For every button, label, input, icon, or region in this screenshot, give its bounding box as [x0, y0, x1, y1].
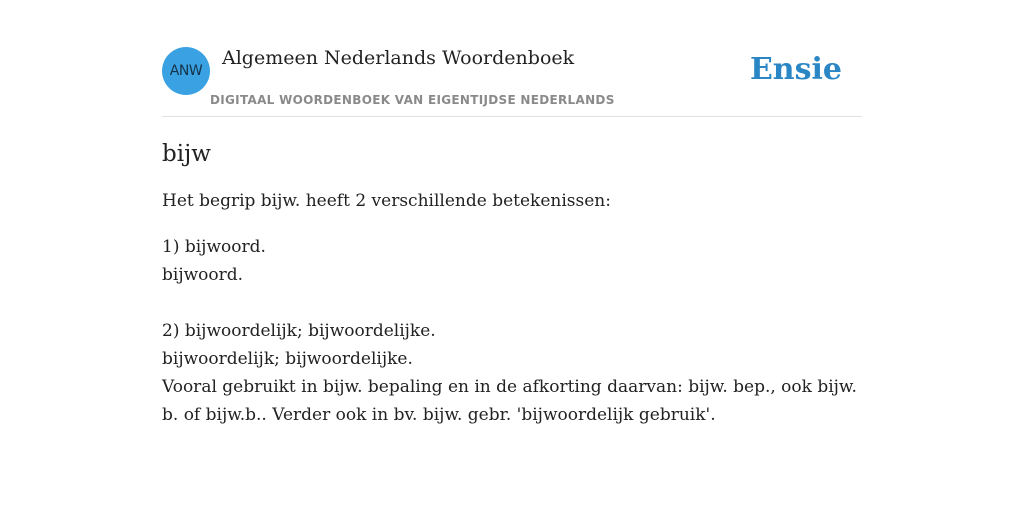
meaning-1-heading: 1) bijwoord.: [162, 237, 266, 257]
meaning-2-heading: 2) bijwoordelijk; bijwoordelijke.: [162, 321, 436, 341]
meaning-1: [162, 233, 862, 289]
meaning-spacer: [162, 289, 862, 317]
meaning-2-text: bijwoordelijk; bijwoordelijke.: [162, 349, 413, 369]
meaning-2: [162, 317, 862, 429]
entry-word: bijw: [162, 141, 211, 167]
meaning-2-usage-line-1: Vooral gebruikt in bijw. bepaling en in de afkorting daarvan: bijw. bep., ook bijw.: [162, 377, 857, 397]
dictionary-title[interactable]: Algemeen Nederlands Woordenboek: [222, 47, 575, 69]
anw-logo[interactable]: ANW: [162, 47, 210, 95]
ensie-logo[interactable]: Ensie: [749, 52, 842, 87]
meaning-1-text: bijwoord.: [162, 265, 244, 285]
entry-intro: Het begrip bijw. heeft 2 verschillende betekenissen:: [162, 191, 611, 211]
dictionary-subtitle: DIGITAAL WOORDENBOEK VAN EIGENTIJDSE NEDERLANDS: [210, 93, 615, 107]
meaning-2-usage-line-2: b. of bijw.b.. Verder ook in bv. bijw. gebr. 'bijwoordelijk gebruik'.: [162, 405, 716, 425]
site-header: [162, 46, 862, 117]
entry-content: [162, 137, 862, 429]
